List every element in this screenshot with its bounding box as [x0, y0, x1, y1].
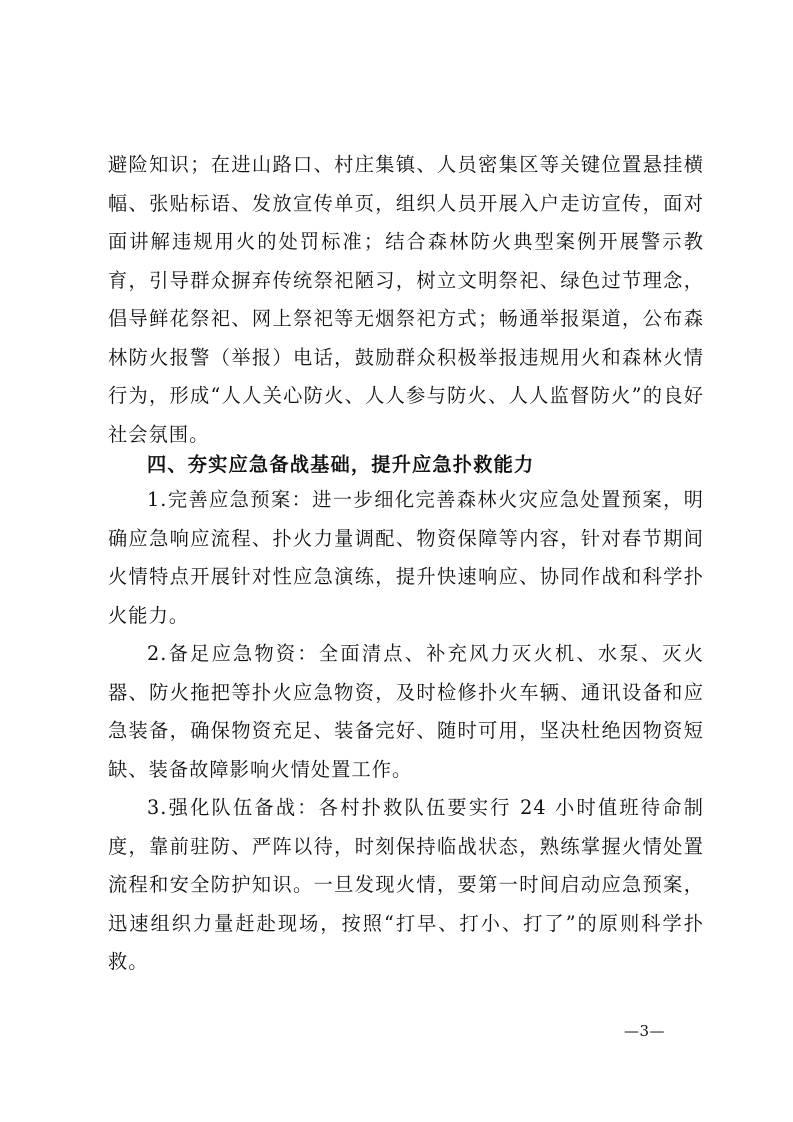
page-number: —3— [624, 1022, 666, 1040]
item-paragraph-3: 3.强化队伍备战：各村扑救队伍要实行 24 小时值班待命制度，靠前驻防、严阵以待，时刻保持临战状态，熟练掌握火情处置流程和安全防护知识。一旦发现火情，要第一时间启动应急预案，迅速组织力量赶赴现场，按照“打早、打小、打了”的原则科学扑救。 [108, 796, 704, 973]
item-paragraph-2: 2.备足应急物资：全面清点、补充风力灭火机、水泵、灭火器、防火拖把等扑火应急物资，及时检修扑火车辆、通讯设备和应急装备，确保物资充足、装备完好、随时可用，坚决杜绝因物资短缺、装备故障影响火情处置工作。 [108, 642, 704, 781]
continuation-block [108, 146, 704, 454]
section-heading: 四、夯实应急备战基础，提升应急扑救能力 [147, 453, 535, 476]
items-block [108, 481, 704, 982]
item-paragraph-1: 1.完善应急预案：进一步细化完善森林火灾应急处置预案，明确应急响应流程、扑火力量调配、物资保障等内容，针对春节期间火情特点开展针对性应急演练，提升快速响应、协同作战和科学扑火能力。 [108, 488, 704, 627]
continuation-paragraph: 避险知识；在进山路口、村庄集镇、人员密集区等关键位置悬挂横幅、张贴标语、发放宣传单页，组织人员开展入户走访宣传，面对面讲解违规用火的处罚标准；结合森林防火典型案例开展警示教育，引导群众摒弃传统祭祀陋习，树立文明祭祀、绿色过节理念，倡导鲜花祭祀、网上祭祀等无烟祭祀方式；畅通举报渠道，公布森林防火报警（举报）电话，鼓励群众积极举报违规用火和森林火情行为，形成“人人关心防火、人人参与防火、人人监督防火”的良好社会氛围。 [108, 153, 704, 446]
